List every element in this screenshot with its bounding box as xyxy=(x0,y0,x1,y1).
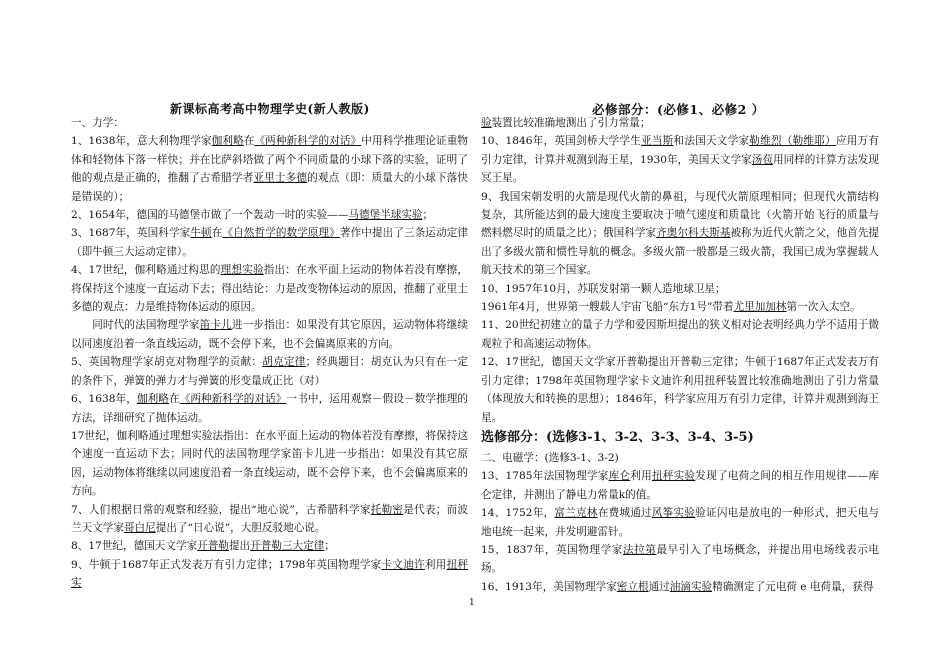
page-title-right: 必修部分：(必修1、必修2 ） xyxy=(592,102,765,117)
section-heading-mechanics: 一、力学： xyxy=(71,117,124,129)
paragraph-r12: 16、1913年，美国物理学家密立根通过油滴实验精确测定了元电荷 e 电荷量，获得 xyxy=(481,580,874,593)
paragraph-11: 9、牛顿于1687年正式发表万有引力定律；1798年英国物理学家卡文迪许利用扭秤实 xyxy=(71,558,469,590)
paragraph-r3: 10、1957年10月，苏联发射第一颗人造地球卫星； xyxy=(481,282,726,295)
page-number: 1 xyxy=(469,598,475,608)
paragraph-7: 6、1638年，伽利略在《两种新科学的对话》一书中，运用观察－假设－数学推理的方法，详细研究了抛体运动。 xyxy=(71,393,469,424)
left-column xyxy=(71,96,468,593)
paragraph-9: 7、人们根据日常的观察和经验，提出“地心说”，古希腊科学家托勒密是代表；而波兰天文学家哥白尼提出了“日心说”，大胆反驳地心说。 xyxy=(71,503,468,534)
right-column xyxy=(481,96,879,596)
paragraph-r10: 14、1752年，富兰克林在费城通过风筝实验验证闪电是放电的一种形式，把天电与地电统一起来，并发明避雷针。 xyxy=(481,507,880,538)
section-heading-electives: 选修部分：(选修3-1、3-2、3-3、3-4、3-5) xyxy=(481,429,754,445)
paragraph-6: 5、英国物理学家胡克对物理学的贡献：胡克定律；经典题目：胡克认为只有在一定的条件下，弹簧的弹力才与弹簧的形变量成正比（对） xyxy=(71,356,469,387)
paragraph-3: 3、1687年，英国科学家牛顿在《自然哲学的数学原理》著作中提出了三条运动定律（即牛顿三大运动定律）。 xyxy=(71,227,469,258)
paragraph-r11: 15、1837年，英国物理学家法拉第最早引入了电场概念，并提出用电场线表示电场。 xyxy=(481,543,879,575)
paragraph-1: 1、1638年，意大利物理学家伽利略在《两种新科学的对话》中用科学推理论证重物体和轻物体下落一样快；并在比萨斜塔做了两个不同质量的小球下落的实验，证明了他的观点是正确的，推翻了古希腊学者亚里士多德的观点（即：质量大的小球下落快是错误的）； xyxy=(71,135,469,203)
paragraph-2: 2、1654年，德国的马德堡市做了一个轰动一时的实验——马德堡半球实验； xyxy=(71,209,434,222)
section-heading-electromagnetism: 二、电磁学：(选修3-1、3-2) xyxy=(481,451,619,464)
paragraph-r2: 9、我国宋朝发明的火箭是现代火箭的鼻祖，与现代火箭原理相同；但现代火箭结构复杂，其所能达到的最大速度主要取决于喷气速度和质量比（火箭开始飞行的质量与燃料燃尽时的质量之比）；俄国科学家齐奥尔科夫斯基被称为近代火箭之父，他首先提出了多级火箭和惯性导航的概念。多级火箭一般都是三级火箭，我国已成为掌握载人航天技术的第三个国家。 xyxy=(481,190,880,277)
paragraph-r1: 10、1846年，英国剑桥大学学生亚当斯和法国天文学家勒维烈（勒维耶）应用万有引力定律，计算并观测到海王星，1930年，美国天文学家汤苞用同样的计算方法发现冥王星。 xyxy=(481,135,880,185)
page-title-left: 新课标高考高中物理学史(新人教版) xyxy=(170,102,370,116)
paragraph-r0: 验装置比较准确地测出了引力常量； xyxy=(481,117,651,129)
paragraph-r5: 11、20世纪初建立的量子力学和爱因斯坦提出的狭义相对论表明经典力学不适用于微观粒子和高速运动物体。 xyxy=(481,319,879,350)
paragraph-r9: 13、1785年法国物理学家库仑利用扭秤实验发现了电荷之间的相互作用规律——库仑定律，并测出了静电力常量k的值。 xyxy=(481,470,880,501)
paragraph-r6: 12、17世纪，德国天文学家开普勒提出开普勒三定律；牛顿于1687年正式发表万有引力定律；1798年英国物理学家卡文迪许利用扭秤装置比较准确地测出了引力常量（体现放大和转换的思想）；1846年，科学家应用万有引力定律，计算并观测到海王星。 xyxy=(481,356,879,424)
paragraph-4: 4、17世纪，伽利略通过构思的理想实验指出：在水平面上运动的物体若没有摩擦，将保持这个速度一直运动下去；得出结论：力是改变物体运动的原因，推翻了亚里士多德的观点：力是维持物体运动的原因。 xyxy=(71,264,468,314)
paragraph-r4: 1961年4月，世界第一艘载人宇宙飞船“东方1号”带着尤里加加林第一次入太空。 xyxy=(481,301,861,314)
paragraph-8: 17世纪，伽利略通过理想实验法指出：在水平面上运动的物体若没有摩擦，将保持这个速度一直运动下去；同时代的法国物理学家笛卡儿进一步指出：如果没有其它原因，运动物体将继续以同速度沿着一条直线运动，既不会停下来，也不会偏离原来的方向。 xyxy=(71,429,468,498)
paragraph-5: 同时代的法国物理学家笛卡儿进一步指出：如果没有其它原因，运动物体将继续以同速度沿着一条直线运动，既不会停下来，也不会偏离原来的方向。 xyxy=(71,319,469,350)
paragraph-10: 8、17世纪，德国天文学家开普勒提出开普勒三大定律； xyxy=(71,540,335,553)
